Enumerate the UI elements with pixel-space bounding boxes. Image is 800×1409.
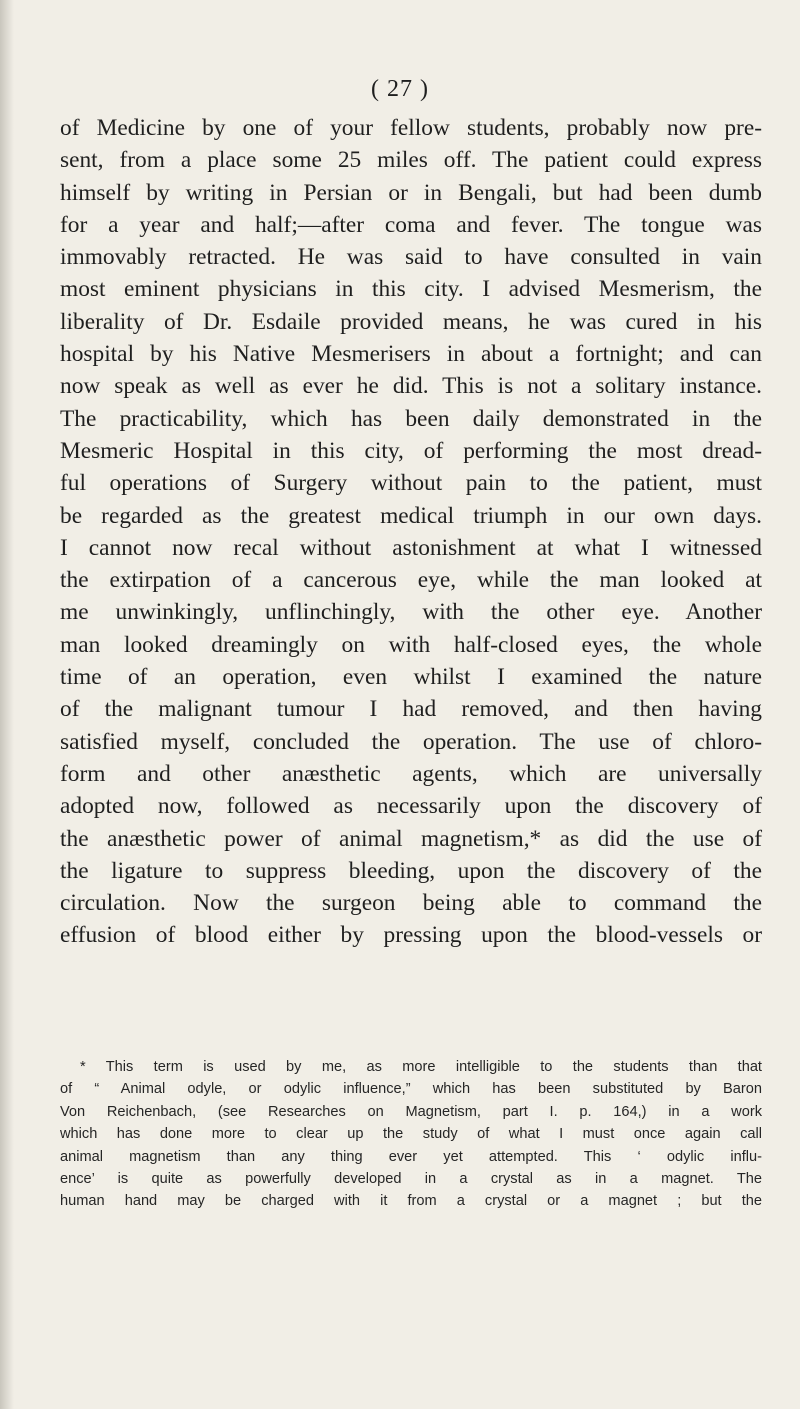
body-line: of Medicine by one of your fellow students, probably now pre- (60, 115, 762, 141)
body-line: The practicability, which has been daily demonstrated in the (60, 405, 762, 432)
body-line: immovably retracted. He was said to have consulted in vain (60, 244, 762, 271)
body-line: most eminent physicians in this city. I advised Mesmerism, the (60, 276, 762, 303)
body-line: Mesmeric Hospital in this city, of performing the most dread- (60, 437, 762, 464)
footnote (60, 1056, 762, 1213)
footnote-line: animal magnetism than any thing ever yet attempted. This ‘ odylic influ- (60, 1148, 762, 1165)
body-line: I cannot now recal without astonishment at what I witnessed (60, 534, 762, 561)
body-line: form and other anæsthetic agents, which are universally (60, 760, 762, 787)
body-line: satisfied myself, concluded the operation. The use of chloro- (60, 728, 762, 755)
footnote-line: of “ Animal odyle, or odylic influence,” which has been substituted by Baron (60, 1081, 762, 1098)
body-line: liberality of Dr. Esdaile provided means, he was cured in his (60, 308, 762, 335)
body-line: ful operations of Surgery without pain to the patient, must (60, 470, 762, 497)
footnote-line: which has done more to clear up the study of what I must once again call (60, 1126, 762, 1143)
page-number: ( 27 ) (371, 76, 429, 102)
body-line: the extirpation of a cancerous eye, while the man looked at (60, 567, 762, 594)
body-line: for a year and half;—after coma and fever. The tongue was (60, 211, 762, 238)
body-line: hospital by his Native Mesmerisers in about a fortnight; and can (60, 341, 762, 368)
body-line: adopted now, followed as necessarily upon the discovery of (60, 793, 762, 820)
body-line: man looked dreamingly on with half-closed eyes, the whole (60, 631, 762, 658)
footnote-line: human hand may be charged with it from a crystal or a magnet ; but the (60, 1193, 762, 1210)
body-text (60, 112, 762, 952)
body-line: me unwinkingly, unflinchingly, with the other eye. Another (60, 599, 762, 626)
footnote-line: ence’ is quite as powerfully developed in a crystal as in a magnet. The (60, 1171, 762, 1188)
body-line: of the malignant tumour I had removed, and then having (60, 696, 762, 723)
body-line: himself by writing in Persian or in Bengali, but had been dumb (60, 179, 762, 206)
body-line: now speak as well as ever he did. This is not a solitary instance. (60, 373, 762, 400)
body-line: effusion of blood either by pressing upon the blood-vessels or (60, 922, 762, 949)
body-line: time of an operation, even whilst I examined the nature (60, 664, 762, 691)
body-line: circulation. Now the surgeon being able to command the (60, 890, 762, 917)
body-line: the ligature to suppress bleeding, upon the discovery of the (60, 857, 762, 884)
footnote-line: Von Reichenbach, (see Researches on Magnetism, part I. p. 164,) in a work (60, 1103, 762, 1120)
body-line: be regarded as the greatest medical triumph in our own days. (60, 502, 762, 529)
page-gutter-shadow (0, 0, 14, 1409)
footnote-line: * This term is used by me, as more intelligible to the students than that (80, 1059, 762, 1075)
body-line: sent, from a place some 25 miles off. The patient could express (60, 147, 762, 174)
body-line: the anæsthetic power of animal magnetism,* as did the use of (60, 825, 762, 852)
